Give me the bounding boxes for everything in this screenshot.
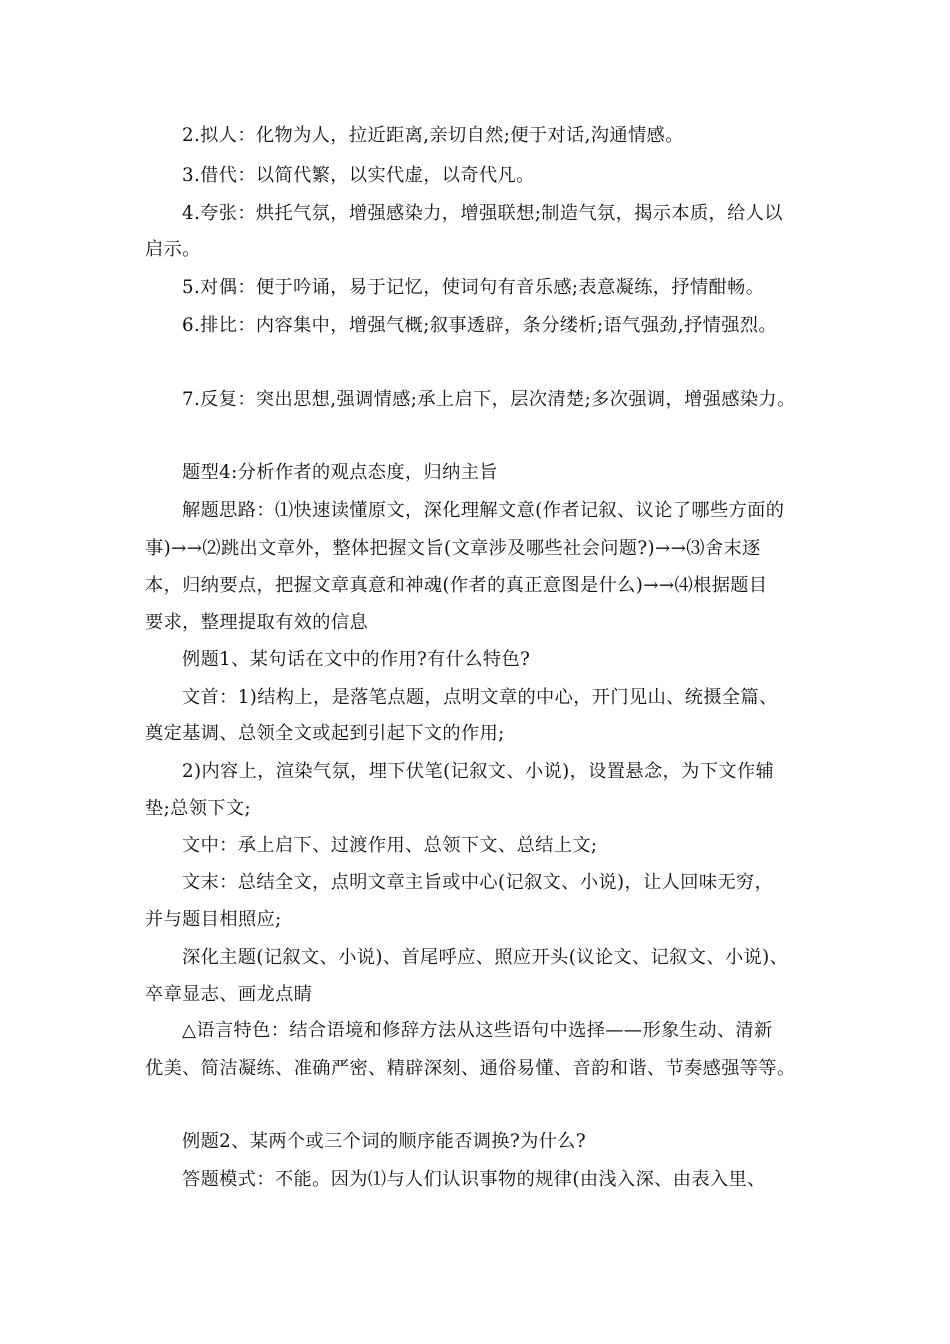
text-line: 深化主题(记叙文、小说)、首尾呼应、照应开头(议论文、记叙文、小说)、 bbox=[182, 947, 789, 968]
text-line: 例题2、某两个或三个词的顺序能否调换?为什么? bbox=[182, 1131, 587, 1152]
text-line: 奠定基调、总领全文或起到引起下文的作用; bbox=[145, 723, 505, 744]
text-line: 答题模式：不能。因为⑴与人们认识事物的规律(由浅入深、由表入里、 bbox=[182, 1169, 766, 1190]
text-line: 要求，整理提取有效的信息 bbox=[145, 612, 369, 633]
text-line: 文首：1)结构上，是落笔点题，点明文章的中心，开门见山、统摄全篇、 bbox=[182, 687, 778, 708]
text-line: 并与题目相照应; bbox=[145, 909, 282, 930]
text-line: △语言特色：结合语境和修辞方法从这些语句中选择——形象生动、清新 bbox=[182, 1020, 773, 1041]
text-line: 2.拟人：化物为人，拉近距离,亲切自然;便于对话,沟通情感。 bbox=[182, 125, 684, 146]
text-line: 文末：总结全文，点明文章主旨或中心(记叙文、小说)，让人回味无穷， bbox=[182, 872, 774, 893]
text-line: 卒章显志、画龙点睛 bbox=[145, 984, 313, 1005]
text-line: 启示。 bbox=[145, 239, 201, 260]
text-line: 2)内容上，渲染气氛，埋下伏笔(记叙文、小说)，设置悬念，为下文作辅 bbox=[182, 761, 775, 782]
section-heading: 题型4:分析作者的观点态度，归纳主旨 bbox=[182, 462, 498, 483]
text-line: 例题1、某句话在文中的作用?有什么特色? bbox=[182, 649, 531, 670]
text-line: 本，归纳要点，把握文章真意和神魂(作者的真正意图是什么)→→⑷根据题目 bbox=[145, 575, 768, 596]
text-line: 5.对偶：便于吟诵，易于记忆，使词句有音乐感;表意凝练，抒情酣畅。 bbox=[182, 277, 765, 298]
text-line: 3.借代：以简代繁，以实代虚，以奇代凡。 bbox=[182, 165, 535, 186]
text-line: 解题思路：⑴快速读懂原文，深化理解文意(作者记叙、议论了哪些方面的 bbox=[182, 500, 785, 521]
text-line: 优美、简洁凝练、准确严密、精辟深刻、通俗易懂、音韵和谐、节奏感强等等。 bbox=[145, 1058, 796, 1079]
text-line: 6.排比：内容集中，增强气概;叙事透辟，条分缕析;语气强劲,抒情强烈。 bbox=[182, 315, 778, 336]
text-line: 事)→→⑵跳出文章外，整体把握文旨(文章涉及哪些社会问题?)→→⑶舍末逐 bbox=[145, 538, 761, 559]
text-line: 文中：承上启下、过渡作用、总领下文、总结上文; bbox=[182, 835, 598, 856]
text-line: 垫;总领下文; bbox=[145, 798, 251, 819]
text-line: 4.夸张：烘托气氛，增强感染力，增强联想;制造气氛，揭示本质，给人以 bbox=[182, 203, 783, 224]
text-line: 7.反复：突出思想,强调情感;承上启下，层次清楚;多次强调，增强感染力。 bbox=[182, 389, 796, 410]
